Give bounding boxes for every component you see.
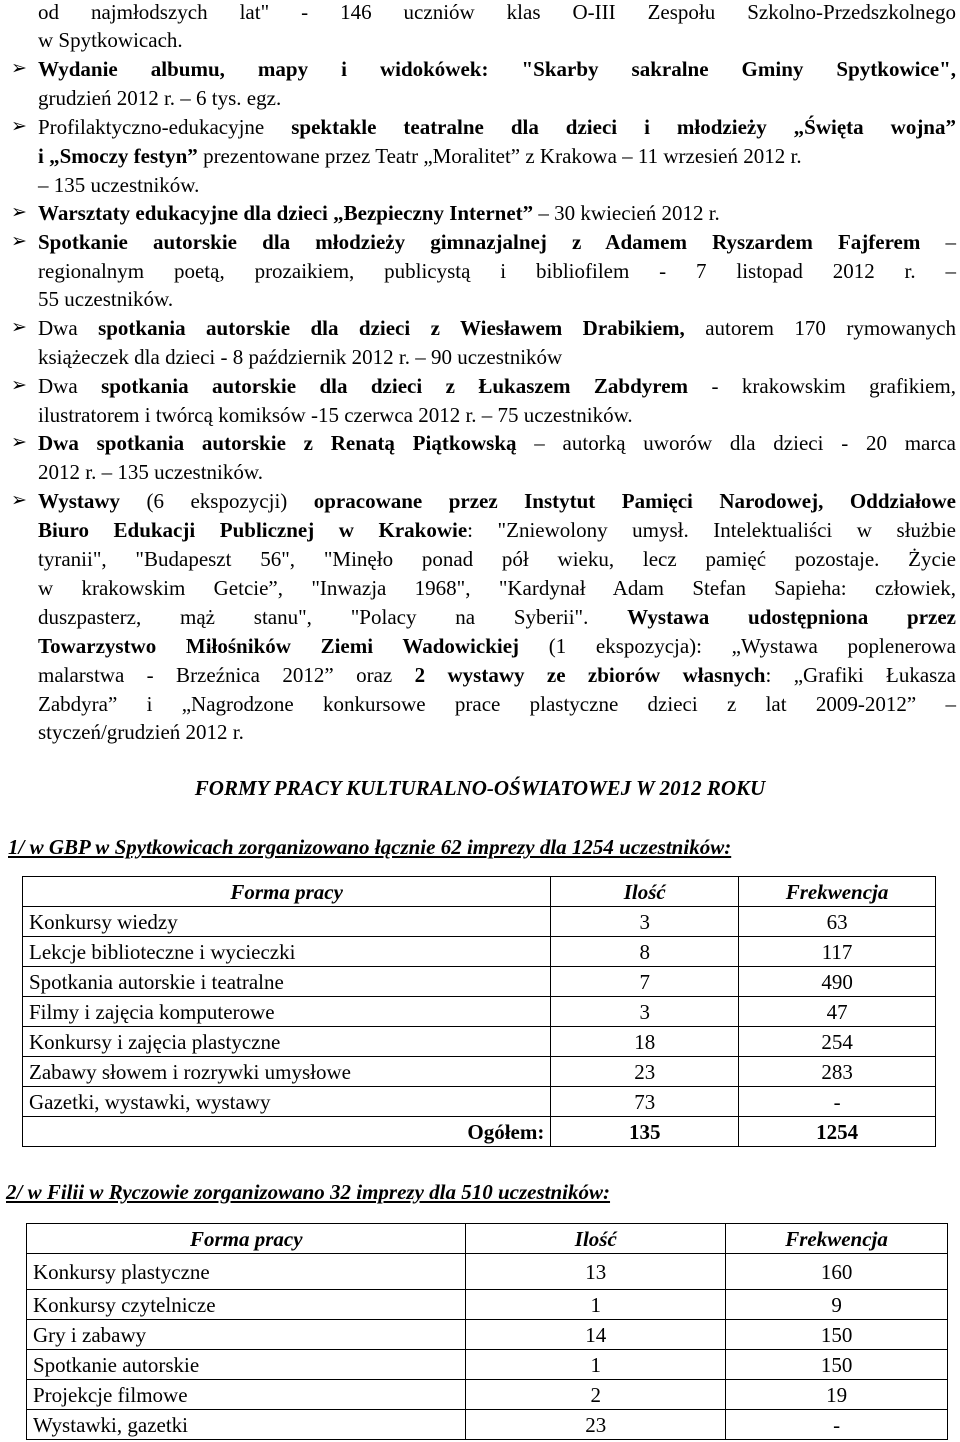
- cell-attendance: 150: [726, 1350, 948, 1380]
- cell-attendance: 63: [739, 907, 936, 937]
- cell-form: Wystawki, gazetki: [27, 1410, 466, 1440]
- bullet-item: Wydanie albumu, mapy i widokówek: "Skarby sakralne Gminy Spytkowice",: [38, 57, 956, 81]
- text-line: tyranii", "Budapeszt 56", "Minęło ponad pół wieku, lecz pamięć pozostaje. Życie: [38, 547, 956, 571]
- text-run: Spotkanie autorskie dla młodzieży gimnazjalnej z Adamem Ryszardem Fajferem: [38, 230, 921, 254]
- column-header: Forma pracy: [27, 1224, 466, 1254]
- cell-form: Gry i zabawy: [27, 1320, 466, 1350]
- cell-count: 23: [466, 1410, 726, 1440]
- text-run: –: [920, 230, 956, 254]
- total-label: Ogółem:: [23, 1117, 551, 1147]
- cell-count: 7: [551, 967, 739, 997]
- text-run: Towarzystwo Miłośników Ziemi Wadowickiej: [38, 634, 520, 658]
- subsection-heading: 2/ w Filii w Ryczowie zorganizowano 32 imprezy dla 510 uczestników:: [6, 1180, 611, 1204]
- table-row: [23, 1027, 936, 1057]
- cell-form: Konkursy i zajęcia plastyczne: [23, 1027, 551, 1057]
- text-run: duszpasterz, mąż stanu", "Polacy na Syberii".: [38, 605, 628, 629]
- column-header: Ilość: [466, 1224, 726, 1254]
- table-total-row: [23, 1117, 936, 1147]
- column-header: Forma pracy: [23, 877, 551, 907]
- text-line: od najmłodszych lat" - 146 uczniów klas O-III Zespołu Szkolno-Przedszkolnego: [38, 0, 956, 24]
- cell-count: 23: [551, 1057, 739, 1087]
- cell-form: Konkursy wiedzy: [23, 907, 551, 937]
- section-heading: FORMY PRACY KULTURALNO-OŚWIATOWEJ W 2012 ROKU: [194, 776, 766, 800]
- cell-attendance: 117: [739, 937, 936, 967]
- arrowhead-bullet-icon: ➢: [11, 58, 27, 79]
- cell-count: 3: [551, 907, 739, 937]
- column-header: Frekwencja: [726, 1224, 948, 1254]
- table-row: [23, 907, 936, 937]
- cell-attendance: -: [726, 1410, 948, 1440]
- cell-attendance: 47: [739, 997, 936, 1027]
- text-run: Wystawa udostępniona przez: [627, 605, 957, 629]
- bullet-item: [38, 429, 956, 457]
- arrowhead-bullet-icon: ➢: [11, 202, 27, 223]
- text-line: 2012 r. – 135 uczestników.: [38, 460, 263, 484]
- data-table: [22, 876, 936, 1147]
- bullet-item: [38, 113, 956, 141]
- text-run: Wystawy: [38, 489, 121, 513]
- arrowhead-bullet-icon: ➢: [11, 231, 27, 252]
- table-row: [27, 1320, 948, 1350]
- column-header: Ilość: [551, 877, 739, 907]
- text-run: spotkania autorskie dla dzieci z Wiesławem Drabikiem,: [98, 316, 685, 340]
- cell-form: Zabawy słowem i rozrywki umysłowe: [23, 1057, 551, 1087]
- arrowhead-bullet-icon: ➢: [11, 116, 27, 137]
- total-attendance: 1254: [739, 1117, 936, 1147]
- text-run: opracowane przez Instytut Pamięci Narodowej, Oddziałowe: [313, 489, 957, 513]
- table-row: [23, 967, 936, 997]
- text-run: Biuro Edukacji Publicznej w Krakowie: [38, 518, 468, 542]
- column-header: Frekwencja: [739, 877, 936, 907]
- cell-attendance: 283: [739, 1057, 936, 1087]
- text-line: 55 uczestników.: [38, 287, 174, 311]
- table-row: [27, 1380, 948, 1410]
- cell-form: Spotkania autorskie i teatralne: [23, 967, 551, 997]
- text-run: spotkania autorskie dla dzieci z Łukaszem Zabdyrem: [101, 374, 689, 398]
- cell-attendance: 150: [726, 1320, 948, 1350]
- table-row: [27, 1254, 948, 1290]
- bullet-item: [38, 487, 956, 515]
- text-line: grudzień 2012 r. – 6 tys. egz.: [38, 86, 282, 110]
- total-count: 135: [551, 1117, 739, 1147]
- cell-attendance: 254: [739, 1027, 936, 1057]
- cell-form: Spotkanie autorskie: [27, 1350, 466, 1380]
- cell-count: 3: [551, 997, 739, 1027]
- arrowhead-bullet-icon: ➢: [11, 317, 27, 338]
- cell-count: 14: [466, 1320, 726, 1350]
- bullet-item: [38, 228, 956, 256]
- text-run: – autorką uworów dla dzieci - 20 marca: [516, 431, 957, 455]
- cell-form: Filmy i zajęcia komputerowe: [23, 997, 551, 1027]
- text-run: prezentowane przez Teatr „Moralitet” z Krakowa – 11 wrzesień 2012 r.: [197, 144, 802, 168]
- cell-attendance: -: [739, 1087, 936, 1117]
- text-line: Zabdyra” i „Nagrodzone konkursowe prace plastyczne dzieci z lat 2009-2012” –: [38, 692, 956, 716]
- bullet-item: [38, 199, 720, 227]
- cell-attendance: 160: [726, 1254, 948, 1290]
- text-line: ilustratorem i twórcą komiksów -15 czerwca 2012 r. – 75 uczestników.: [38, 403, 633, 427]
- text-line: [38, 516, 956, 544]
- text-run: Warsztaty edukacyjne dla dzieci „Bezpieczny Internet”: [38, 201, 534, 225]
- text-run: Dwa spotkania autorskie z Renatą Piątkowską: [38, 431, 517, 455]
- table-row: [23, 997, 936, 1027]
- text-run: – 30 kwiecień 2012 r.: [533, 201, 720, 225]
- text-line: regionalnym poetą, prozaikiem, publicystą i bibliofilem - 7 listopad 2012 r. –: [38, 259, 956, 283]
- text-run: Dwa: [38, 316, 99, 340]
- cell-count: 8: [551, 937, 739, 967]
- text-line: [38, 661, 956, 689]
- text-line: – 135 uczestników.: [38, 173, 200, 197]
- cell-attendance: 9: [726, 1290, 948, 1320]
- text-line: w krakowskim Getcie”, "Inwazja 1968", "Kardynał Adam Stefan Sapieha: człowiek,: [38, 576, 956, 600]
- text-run: : „Grafiki Łukasza: [765, 663, 956, 687]
- table-row: [27, 1290, 948, 1320]
- text-run: (1 ekspozycja): „Wystawa poplenerowa: [519, 634, 956, 658]
- table-row: [23, 1057, 936, 1087]
- text-run: malarstwa - Brzeźnica 2012” oraz: [38, 663, 415, 687]
- cell-count: 1: [466, 1350, 726, 1380]
- table-row: [23, 1087, 936, 1117]
- cell-attendance: 19: [726, 1380, 948, 1410]
- table-row: [23, 937, 936, 967]
- text-line: książeczek dla dzieci - 8 październik 2012 r. – 90 uczestników: [38, 345, 563, 369]
- text-line: styczeń/grudzień 2012 r.: [38, 720, 244, 744]
- arrowhead-bullet-icon: ➢: [11, 432, 27, 453]
- text-run: Profilaktyczno-edukacyjne: [38, 115, 292, 139]
- text-run: spektakle teatralne dla dzieci i młodzieży „Święta wojna”: [291, 115, 956, 139]
- text-run: (6 ekspozycji): [120, 489, 314, 513]
- arrowhead-bullet-icon: ➢: [11, 375, 27, 396]
- text-line: w Spytkowicach.: [38, 28, 183, 52]
- text-run: 2 wystawy ze zbiorów własnych: [414, 663, 766, 687]
- text-run: i „Smoczy festyn”: [38, 144, 198, 168]
- text-run: autorem 170 rymowanych: [684, 316, 956, 340]
- cell-count: 73: [551, 1087, 739, 1117]
- text-line: [38, 142, 802, 170]
- cell-count: 1: [466, 1290, 726, 1320]
- cell-count: 18: [551, 1027, 739, 1057]
- text-line: [38, 603, 956, 631]
- cell-count: 2: [466, 1380, 726, 1410]
- cell-form: Lekcje biblioteczne i wycieczki: [23, 937, 551, 967]
- data-table: [26, 1223, 948, 1440]
- table-header-row: [27, 1224, 948, 1254]
- arrowhead-bullet-icon: ➢: [11, 490, 27, 511]
- cell-form: Gazetki, wystawki, wystawy: [23, 1087, 551, 1117]
- text-run: Dwa: [38, 374, 102, 398]
- bullet-item: [38, 372, 956, 400]
- cell-form: Konkursy plastyczne: [27, 1254, 466, 1290]
- cell-form: Konkursy czytelnicze: [27, 1290, 466, 1320]
- text-run: : "Zniewolony umysł. Intelektualiści w służbie: [467, 518, 956, 542]
- cell-count: 13: [466, 1254, 726, 1290]
- table-row: [27, 1350, 948, 1380]
- text-line: [38, 632, 956, 660]
- bullet-item: [38, 314, 956, 342]
- cell-form: Projekcje filmowe: [27, 1380, 466, 1410]
- subsection-heading: 1/ w GBP w Spytkowicach zorganizowano łącznie 62 imprezy dla 1254 uczestników:: [8, 835, 732, 859]
- cell-attendance: 490: [739, 967, 936, 997]
- text-run: - krakowskim grafikiem,: [688, 374, 957, 398]
- table-row: [27, 1410, 948, 1440]
- table-header-row: [23, 877, 936, 907]
